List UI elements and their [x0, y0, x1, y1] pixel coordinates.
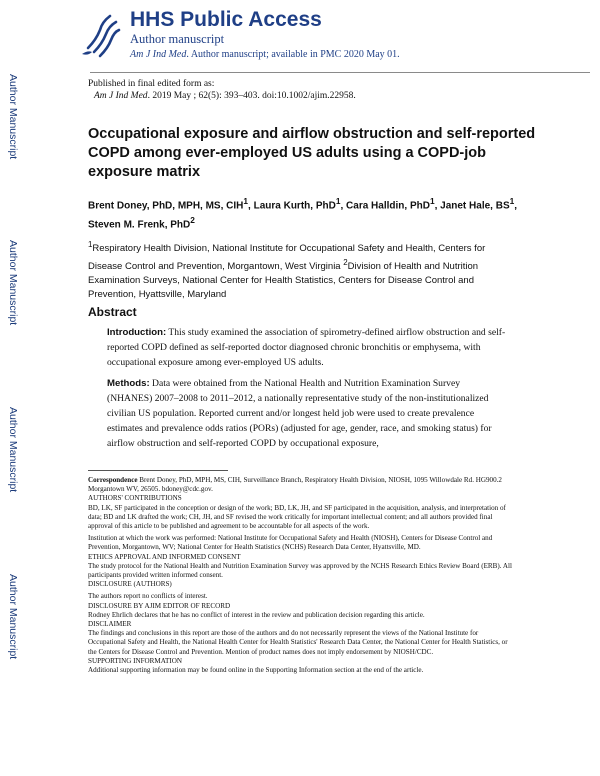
author-affiliation-sup: 1	[243, 196, 249, 206]
footnotes	[88, 476, 513, 675]
methods-label: Methods:	[107, 378, 150, 389]
author-name: Cara Halldin, PhD	[346, 200, 430, 212]
contributions-text: BD, LK, SF participated in the conception or design of the work; BD, LK, JH, and SF participated in the acquisition, analysis, and interpretation of data; BD and LK drafted the work; CH, JH, and SF revised the work critically for important intellectual content; and all authors provided final approval of this article to be published and agreement to be accountable for all aspects of the work.	[88, 503, 506, 531]
author-list	[88, 194, 528, 233]
journal-availability	[130, 47, 400, 62]
ethics-text: The study protocol for the National Health and Nutrition Examination Survey was approved by the NCHS Research Ethics Review Board (ERB). All participants provided written informed consent.	[88, 561, 512, 580]
affiliations	[88, 238, 508, 302]
side-label-author-manuscript: Author Manuscript	[7, 240, 19, 326]
abstract-introduction	[107, 325, 507, 370]
hhs-eagle-logo-icon	[78, 10, 122, 62]
citation-details: . 2019 May ; 62(5): 393–403. doi:10.1002/ajim.22958.	[147, 91, 356, 101]
supporting-text: Additional supporting information may be found online in the Supporting Information section at the end of the article.	[88, 666, 424, 675]
abstract-heading: Abstract	[88, 305, 137, 319]
introduction-label: Introduction:	[107, 327, 167, 338]
editor-heading: DISCLOSURE BY AJIM EDITOR OF RECORD	[88, 601, 231, 610]
availability-text: . Author manuscript; available in PMC 2020 May 01.	[186, 49, 400, 60]
abstract-methods	[107, 376, 507, 451]
author-name: Steven M. Frenk, PhD	[88, 219, 191, 231]
author-name: Brent Doney, PhD, MPH, MS, CIH	[88, 200, 244, 212]
correspondence-text: Brent Doney, PhD, MPH, MS, CIH, Surveillance Branch, Respiratory Health Division, NIOSH, 1095 Willowdale Rd. HG900.2 Morgantown WV, 26505. bdoney@cdc.gov.	[88, 476, 502, 494]
affiliation-text: Respiratory Health Division, National Institute for Occupational Safety and Health, Centers for Disease Control and Prevention, Morgantown, West Virginia	[88, 243, 486, 273]
publication-info	[88, 78, 356, 102]
citation-journal: Am J Ind Med	[94, 91, 148, 101]
contributions-heading: AUTHORS' CONTRIBUTIONS	[88, 494, 182, 503]
author-name: Laura Kurth, PhD	[253, 200, 336, 212]
hhs-header	[130, 8, 400, 62]
author-separator: ,	[514, 200, 518, 212]
header-divider	[90, 72, 590, 73]
author-affiliation-sup: 2	[190, 215, 195, 226]
disclosure-text: The authors report no conflicts of interest.	[88, 592, 208, 601]
author-affiliation-sup: 1	[335, 196, 341, 206]
author-separator: ,	[248, 200, 254, 212]
side-label-author-manuscript: Author Manuscript	[7, 74, 19, 160]
editor-text: Rodney Ehrlich declares that he has no conflict of interest in the review and publication decision regarding this article.	[88, 610, 425, 619]
disclaimer-heading: DISCLAIMER	[88, 620, 132, 629]
author-separator: ,	[434, 200, 441, 212]
affiliation-text: Division of Health and Nutrition Examination Surveys, National Center for Health Statistics, Centers for Disease Control and Prevention, Hyattsville, Maryland	[88, 261, 479, 301]
hhs-public-access-title: HHS Public Access	[130, 8, 322, 31]
author-separator: ,	[340, 200, 347, 212]
disclosure-heading: DISCLOSURE (AUTHORS)	[88, 580, 172, 589]
disclaimer-text: The findings and conclusions in this report are those of the authors and do not necessarily represent the views of the National Institute for Occupational Safety and Health, the National Health Center for Health Statistics' Research Data Center, the National Center for Health Statistics, or the Centers for Disease Control and Prevention. Mention of product names does not imply endorsement by NIOSH/CDC.	[88, 629, 508, 656]
author-affiliation-sup: 1	[429, 196, 435, 206]
correspondence-note	[88, 476, 513, 494]
author-manuscript-label: Author manuscript	[130, 32, 225, 46]
author-name: Janet Hale, BS	[440, 200, 510, 212]
author-affiliation-sup: 1	[509, 196, 515, 206]
introduction-text: This study examined the association of spirometry-defined airflow obstruction and self-reported COPD defined as self-reported doctor diagnosed chronic bronchitis or emphysema, with occupational exposure among ever-employed US adults.	[107, 327, 506, 368]
affiliation-sup: 2	[343, 258, 348, 268]
affiliation-sup: 1	[88, 240, 93, 249]
institution-text: Institution at which the work was performed: National Institute for Occupational Safety and Health (NIOSH), Centers for Disease Control and Prevention, Morgantown, WV; National Center for Health Statistics (NCHS) Research Data Center, Hyattsville, MD.	[88, 534, 493, 552]
ethics-heading: ETHICS APPROVAL AND INFORMED CONSENT	[88, 552, 241, 561]
published-in-label: Published in final edited form as:	[88, 79, 215, 89]
citation-line	[88, 90, 356, 102]
side-label-author-manuscript: Author Manuscript	[7, 574, 19, 660]
methods-text: Data were obtained from the National Health and Nutrition Examination Survey (NHANES) 2007–2008 to 2011–2012, a nationally representative study of the non-institutionalized civilian US population. Reported current and/or longest held job were used to create prevalence estimates and prevalence odds ratios (PORs) (adjusted for age, gender, race, and smoking status) for airflow obstruction and self-reported COPD by occupational exposure,	[107, 378, 492, 449]
article-title: Occupational exposure and airflow obstruction and self-reported COPD among ever-employed US adults using a COPD-job exposure matrix	[88, 126, 536, 180]
correspondence-label: Correspondence	[88, 476, 138, 484]
journal-abbrev: Am J Ind Med	[130, 49, 187, 60]
footnote-divider	[88, 470, 228, 471]
side-label-author-manuscript: Author Manuscript	[7, 407, 19, 493]
supporting-heading: SUPPORTING INFORMATION	[88, 656, 182, 665]
